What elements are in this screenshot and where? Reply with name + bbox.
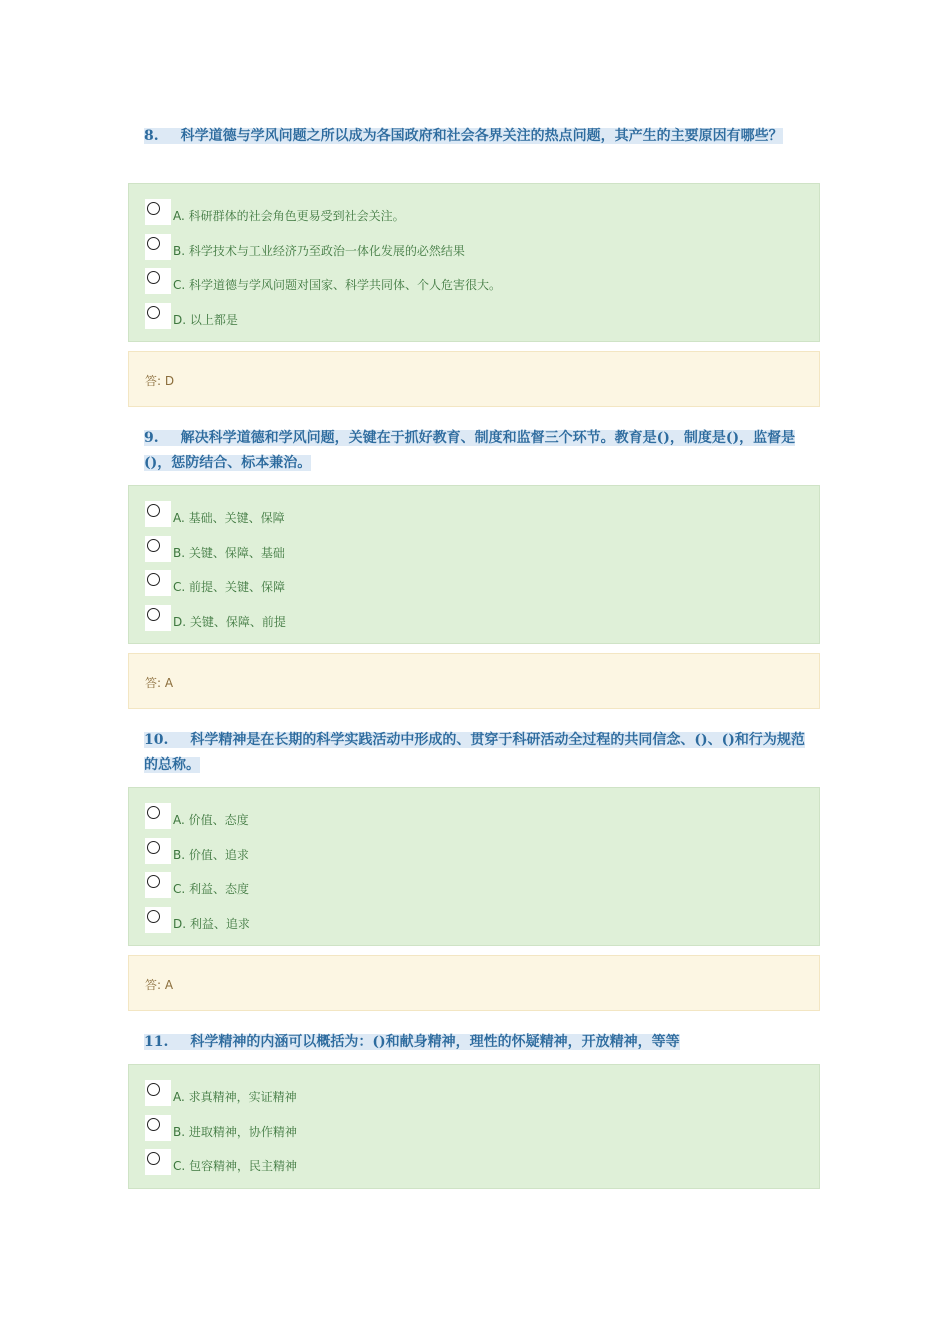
radio-button[interactable] (145, 536, 171, 562)
answer-text: 答: A (145, 676, 174, 690)
radio-button[interactable] (145, 605, 171, 631)
radio-button[interactable] (145, 268, 171, 294)
question-11-options: A. 求真精神，实证精神 B. 进取精神，协作精神 C. 包容精神，民主精神 (128, 1064, 820, 1189)
question-number: 10. (144, 732, 169, 748)
question-text: 科学精神是在长期的科学实践活动中形成的、贯穿于科研活动全过程的共同信念、()、()和行为规范的总称。 (144, 732, 805, 773)
answer-box-9 (128, 653, 820, 709)
question-text: 科学道德与学风问题之所以成为各国政府和社会各界关注的热点问题，其产生的主要原因有哪些？ (180, 128, 783, 144)
answer-box-10 (128, 955, 820, 1011)
question-10-title (144, 728, 809, 778)
question-text: 解决科学道德和学风问题，关键在于抓好教育、制度和监督三个环节。教育是()，制度是()，监督是()，惩防结合、标本兼治。 (144, 430, 796, 471)
question-number: 11. (144, 1034, 169, 1050)
radio-button[interactable] (145, 303, 171, 329)
radio-button[interactable] (145, 199, 171, 225)
radio-button[interactable] (145, 501, 171, 527)
question-number: 9. (144, 430, 159, 446)
radio-button[interactable] (145, 907, 171, 933)
radio-button[interactable] (145, 1115, 171, 1141)
radio-button[interactable] (145, 234, 171, 260)
question-10-options: A. 价值、态度 B. 价值、追求 C. 利益、态度 D. 利益、追求 (128, 787, 820, 946)
radio-button[interactable] (145, 570, 171, 596)
question-8-title (144, 124, 809, 149)
answer-text: 答: A (145, 978, 174, 992)
radio-button[interactable] (145, 872, 171, 898)
question-9-options: A. 基础、关键、保障 B. 关键、保障、基础 C. 前提、关键、保障 D. 关键、保障、前提 (128, 485, 820, 644)
question-8-options: A. 科研群体的社会角色更易受到社会关注。 B. 科学技术与工业经济乃至政治一体化发展的必然结果 C. 科学道德与学风问题对国家、科学共同体、个人危害很大。 D. 以上都是 (128, 183, 820, 342)
radio-button[interactable] (145, 838, 171, 864)
radio-button[interactable] (145, 1080, 171, 1106)
question-9-title (144, 426, 809, 476)
question-text: 科学精神的内涵可以概括为：()和献身精神，理性的怀疑精神，开放精神，等等 (190, 1034, 680, 1050)
question-number: 8. (144, 128, 159, 144)
question-11-title (144, 1030, 809, 1055)
answer-box-8 (128, 351, 820, 407)
radio-button[interactable] (145, 1149, 171, 1175)
answer-text: 答: D (145, 374, 175, 388)
radio-button[interactable] (145, 803, 171, 829)
